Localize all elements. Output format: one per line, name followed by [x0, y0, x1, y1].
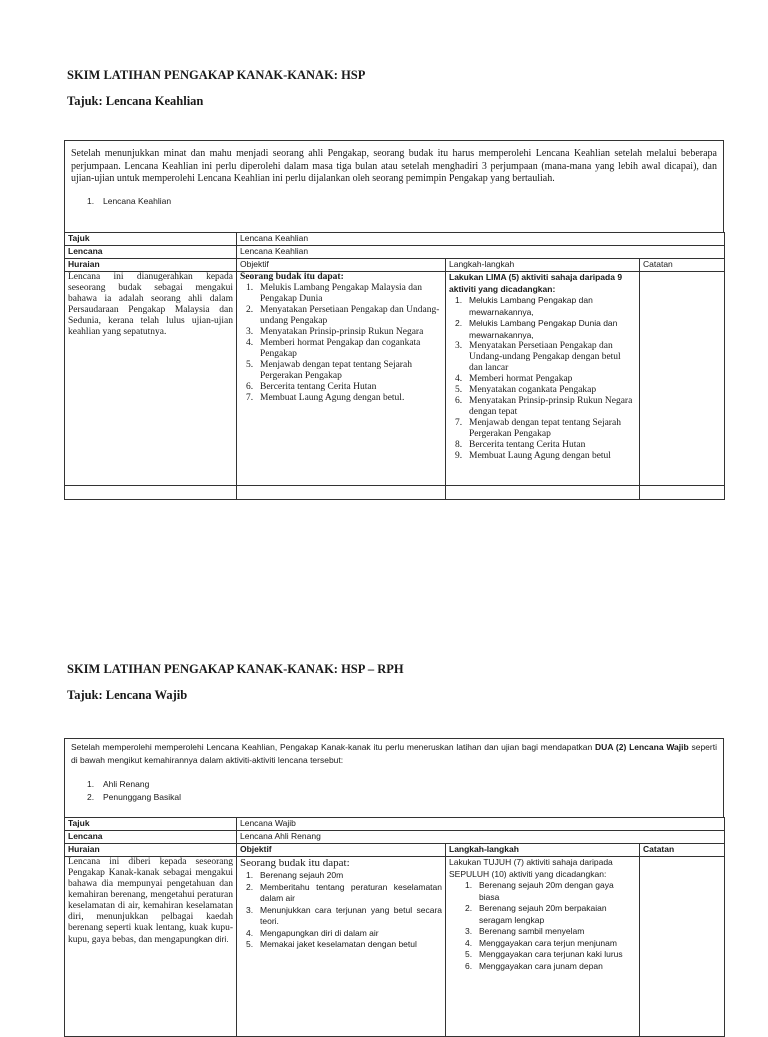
- section2-title: SKIM LATIHAN PENGAKAP KANAK-KANAK: HSP – RPH: [67, 662, 404, 676]
- list-item: 5. Menjawab dengan tepat tentang Sejarah Pergerakan Pengakap: [246, 360, 412, 381]
- langkah-cell: [446, 272, 640, 486]
- list-item: 3. Berenang sambil menyelam: [465, 926, 585, 936]
- objektif-list: [240, 870, 442, 951]
- tajuk-value: Lencana Keahlian: [237, 233, 725, 246]
- empty-cell: [237, 486, 446, 500]
- list-item: 3. Menunjukkan cara terjunan yang betul secara teori.: [246, 904, 442, 926]
- table-row: [65, 857, 725, 1037]
- lencana-label: Lencana: [65, 831, 237, 844]
- langkah-intro: Lakukan LIMA (5) aktiviti sahaja daripada 9 aktiviti yang dicadangkan:: [449, 272, 623, 294]
- langkah-list: [449, 295, 636, 462]
- langkah-header: Langkah-langkah: [446, 259, 640, 272]
- langkah-cell: [446, 857, 640, 1037]
- tajuk-label: Tajuk: [65, 818, 237, 831]
- list-item: 3. Menyatakan Persetiaan Pengakap dan Undang-undang Pengakap dengan betul dan lancar: [455, 341, 621, 373]
- section2-subtitle: Tajuk: Lencana Wajib: [67, 688, 188, 702]
- tajuk-value: Lencana Wajib: [237, 818, 725, 831]
- catatan-cell: [640, 272, 725, 486]
- section1-subtitle: Tajuk: Lencana Keahlian: [67, 94, 204, 108]
- list-item: 1. Lencana Keahlian: [87, 195, 172, 206]
- empty-cell: [446, 486, 640, 500]
- empty-cell: [65, 486, 237, 500]
- list-item: 2. Penunggang Basikal: [87, 792, 181, 802]
- empty-cell: [640, 486, 725, 500]
- intro-emphasis: DUA (2) Lencana Wajib: [595, 742, 689, 752]
- list-item: 2. Berenang sejauh 20m berpakaian seragam lengkap: [465, 903, 607, 925]
- list-item: 2. Menyatakan Persetiaan Pengakap dan Undang-undang Pengakap: [246, 305, 440, 326]
- section1-intro-box: [64, 140, 724, 233]
- list-item: 3. Menyatakan Prinsip-prinsip Rukun Negara: [246, 327, 424, 337]
- list-item: 1. Melukis Lambang Pengakap dan mewarnakannya,: [455, 295, 593, 317]
- lencana-label: Lencana: [65, 246, 237, 259]
- list-item: 4. Memberi hormat Pengakap dan cogankata Pengakap: [246, 338, 421, 359]
- objektif-header: Objektif: [237, 844, 446, 857]
- langkah-intro: Lakukan TUJUH (7) aktiviti sahaja daripada SEPULUH (10) aktiviti yang dicadangkan:: [449, 857, 613, 879]
- objektif-header: Objektif: [237, 259, 446, 272]
- table-header-row: [65, 259, 725, 272]
- langkah-list: [449, 880, 636, 972]
- section1-intro-text: Setelah menunjukkan minat dan mahu menjadi seorang ahli Pengakap, seorang budak itu harus memperolehi Lencana Keahlian setelah melalui beberapa perjumpaan. Lencana Keahlian ini perlu diperolehi dalam masa tiga bulan atau setelah menghadiri 3 perjumpaan (mana-mana yang lebih awal dicapai), dan ujian-ujian untuk memperolehi Lencana Keahlian ini perlu dijalankan oleh seorang pemimpin Pengakap yang bertauliah.: [71, 148, 717, 184]
- catatan-header: Catatan: [640, 844, 725, 857]
- section2-intro-list: [65, 778, 723, 804]
- list-item: 4. Mengapungkan diri di dalam air: [246, 927, 379, 938]
- objektif-intro: Seorang budak itu dapat:: [240, 857, 350, 869]
- section2-table: [64, 817, 725, 1037]
- list-item: 2. Melukis Lambang Pengakap Dunia dan mewarnakannya,: [455, 318, 618, 340]
- list-item: 5. Menyatakan cogankata Pengakap: [455, 385, 597, 395]
- section1-title: SKIM LATIHAN PENGAKAP KANAK-KANAK: HSP: [67, 68, 366, 82]
- list-item: 4. Memberi hormat Pengakap: [455, 374, 573, 384]
- section2-intro-box: [64, 738, 724, 818]
- list-item: 1. Berenang sejauh 20m: [246, 870, 344, 880]
- list-item: 6. Bercerita tentang Cerita Hutan: [246, 382, 377, 392]
- lencana-value: Lencana Keahlian: [237, 246, 725, 259]
- list-item: 9. Membuat Laung Agung dengan betul: [455, 451, 611, 461]
- list-item: 6. Menyatakan Prinsip-prinsip Rukun Negara dengan tepat: [455, 396, 633, 417]
- list-item: 1. Ahli Renang: [87, 779, 150, 789]
- lencana-value: Lencana Ahli Renang: [237, 831, 725, 844]
- list-item: 1. Melukis Lambang Pengakap Malaysia dan Pengakap Dunia: [246, 283, 422, 304]
- section1-intro-list: [65, 195, 723, 208]
- catatan-cell: [640, 857, 725, 1037]
- table-row: [65, 486, 725, 500]
- objektif-intro: Seorang budak itu dapat:: [240, 272, 344, 282]
- objektif-cell: [237, 857, 446, 1037]
- list-item: 4. Menggayakan cara terjun menjunam: [465, 937, 617, 948]
- table-row: [65, 272, 725, 486]
- tajuk-label: Tajuk: [65, 233, 237, 246]
- table-row: [65, 246, 725, 259]
- list-item: 7. Menjawab dengan tepat tentang Sejarah Pergerakan Pengakap: [455, 418, 621, 439]
- objektif-cell: [237, 272, 446, 486]
- table-row: [65, 233, 725, 246]
- table-header-row: [65, 844, 725, 857]
- list-item: 5. Memakai jaket keselamatan dengan betul: [246, 939, 417, 949]
- catatan-header: Catatan: [640, 259, 725, 272]
- list-item: 7. Membuat Laung Agung dengan betul.: [246, 393, 405, 403]
- list-item: 8. Bercerita tentang Cerita Hutan: [455, 440, 586, 450]
- section2-intro-text: Setelah memperolehi memperolehi Lencana Keahlian, Pengakap Kanak-kanak itu perlu meneruskan latihan dan ujian bagi mendapatkan DUA (2) Lencana Wajib seperti di bawah mengikut kemahirannya dalam aktiviti-aktiviti lencana tersebut:: [71, 742, 717, 765]
- table-row: [65, 818, 725, 831]
- list-item: 1. Berenang sejauh 20m dengan gaya biasa: [465, 880, 614, 902]
- list-item: 6. Menggayakan cara junam depan: [465, 960, 603, 971]
- huraian-header: Huraian: [65, 844, 237, 857]
- huraian-cell: Lencana ini dianugerahkan kepada seseorang budak sebagai mengakui bahawa ia adalah seorang ahli dalam Persaudaraan Pengakap Malaysia dan Sedunia, kerana telah lulus ujian-ujian keahlian yang sepatutnya.: [65, 272, 237, 486]
- huraian-header: Huraian: [65, 259, 237, 272]
- list-item: 2. Memberitahu tentang peraturan keselamatan dalam air: [246, 881, 442, 903]
- table-row: [65, 831, 725, 844]
- langkah-header: Langkah-langkah: [446, 844, 640, 857]
- list-item: 5. Menggayakan cara terjunan kaki lurus: [465, 949, 623, 959]
- huraian-cell: Lencana ini diberi kepada seseorang Pengakap Kanak-kanak sebagai mengakui bahawa dia mempunyai pengetahuan dan kemahiran berenang, mengetahui peraturan keselamatan di air, kemahiran keselamatan diri, menunjukkan pelbagai kaedah berenang seperti kuak lentang, kuak kupu-kupu, gaya bebas, dan mengapungkan diri.: [65, 857, 237, 1037]
- objektif-list: [240, 283, 442, 404]
- section1-table: [64, 232, 725, 500]
